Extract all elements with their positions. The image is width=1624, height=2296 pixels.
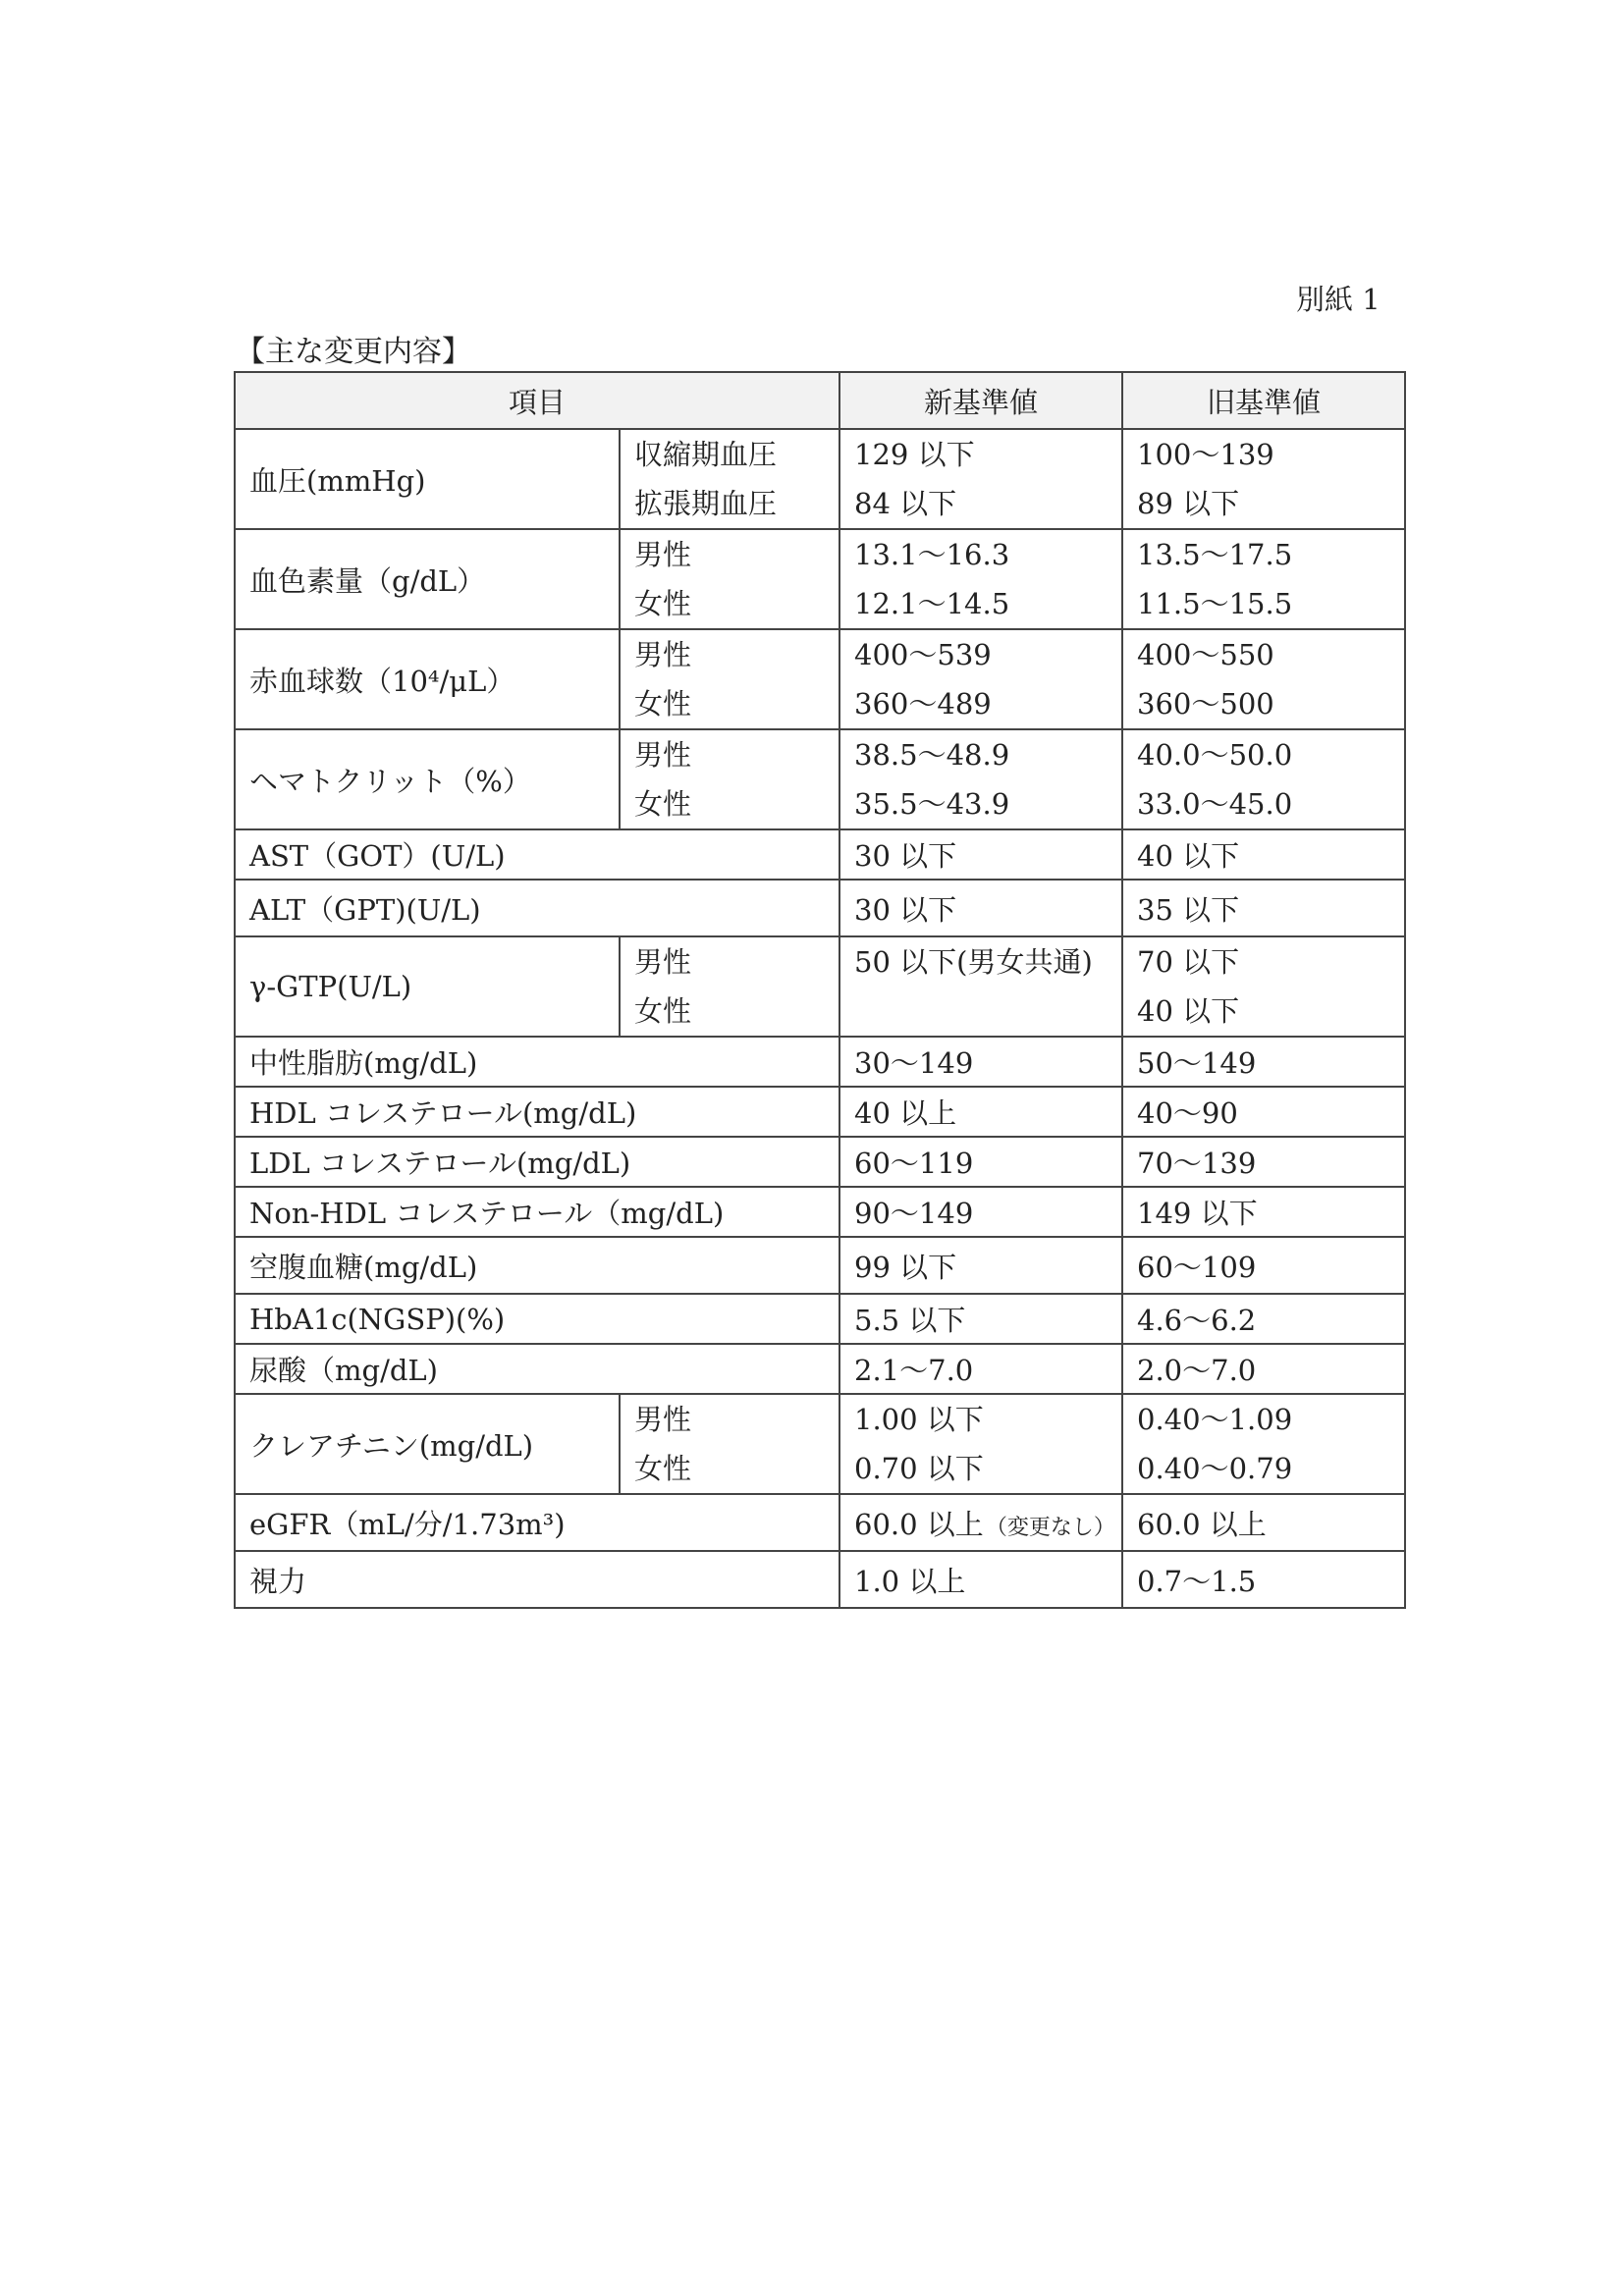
new-standard-cell (839, 1037, 1122, 1087)
criteria-body (235, 429, 1405, 1608)
old-standard-cell: 2.0～7.0 (1122, 1344, 1405, 1394)
sub-item-value: 男性 (634, 738, 692, 772)
item-name: eGFR（mL/分/1.73m³) (235, 1494, 839, 1551)
old-standard-value: 70 以下 (1137, 945, 1240, 979)
old-standard-cell (1122, 1394, 1405, 1494)
new-standard-cell (839, 429, 1122, 529)
new-standard-value: 2.1～7.0 (854, 1354, 974, 1387)
sub-item-cell (620, 529, 839, 629)
new-standard-value: 1.00 以下 (854, 1403, 984, 1436)
sub-item-cell (620, 936, 839, 1037)
new-standard-cell (839, 1087, 1122, 1137)
new-standard-value: 90～149 (854, 1197, 974, 1230)
old-standard-cell: 0.7～1.5 (1122, 1551, 1405, 1608)
new-standard-value: 38.5～48.9 (854, 738, 1010, 772)
sub-item-cell (620, 729, 839, 829)
item-name: 中性脂肪(mg/dL) (235, 1037, 839, 1087)
old-standard-value: 40 以下 (1137, 994, 1240, 1028)
item-name: クレアチニン(mg/dL) (235, 1394, 620, 1494)
new-standard-cell (839, 1394, 1122, 1494)
sub-item-value: 女性 (634, 787, 692, 821)
new-standard-value (854, 987, 1121, 1036)
item-name: Non-HDL コレステロール（mg/dL) (235, 1187, 839, 1237)
old-standard-value: 40.0～50.0 (1137, 738, 1293, 772)
new-standard-cell (839, 829, 1122, 880)
table-row (235, 936, 1405, 1037)
new-standard-value: 0.70 以下 (854, 1452, 984, 1485)
new-standard-value: 12.1～14.5 (854, 587, 1010, 620)
table-row (235, 1187, 1405, 1237)
sub-item-value: 男性 (634, 945, 692, 979)
sub-item-value: 男性 (634, 538, 692, 571)
sub-item-value: 女性 (634, 687, 692, 721)
item-name: ヘマトクリット（%） (235, 729, 620, 829)
sub-item-cell (620, 629, 839, 729)
item-name: 血色素量（g/dL） (235, 529, 620, 629)
sub-item-value: 収縮期血圧 (634, 438, 778, 471)
old-standard-cell (1122, 429, 1405, 529)
new-standard-value: 13.1～16.3 (854, 538, 1010, 571)
table-row (235, 1037, 1405, 1087)
old-standard-cell (1122, 529, 1405, 629)
new-standard-cell (839, 1344, 1122, 1394)
new-standard-value: 60～119 (854, 1147, 974, 1180)
sub-item-value: 女性 (634, 587, 692, 620)
table-row (235, 829, 1405, 880)
new-standard-value: 129 以下 (854, 438, 975, 471)
section-title: 【主な変更内容】 (236, 335, 471, 369)
new-standard-value: 30 以下 (854, 839, 957, 873)
old-standard-value: 13.5～17.5 (1137, 538, 1293, 571)
table-row (235, 1294, 1405, 1344)
old-standard-value: 33.0～45.0 (1137, 787, 1293, 821)
header-item: 項目 (235, 372, 839, 429)
old-standard-cell (1122, 729, 1405, 829)
sub-item-cell (620, 429, 839, 529)
new-standard-value: 400～539 (854, 638, 992, 671)
table-row (235, 880, 1405, 936)
old-standard-cell: 40 以下 (1122, 829, 1405, 880)
new-standard-value: 84 以下 (854, 487, 957, 520)
sub-item-value: 男性 (634, 1403, 692, 1436)
table-header-row (235, 372, 1405, 429)
table-row (235, 1494, 1405, 1551)
table-row (235, 1237, 1405, 1294)
old-standard-cell: 35 以下 (1122, 880, 1405, 936)
old-standard-cell (1122, 629, 1405, 729)
item-name: HbA1c(NGSP)(%) (235, 1294, 839, 1344)
table-row (235, 1137, 1405, 1187)
item-name: 赤血球数（10⁴/μL） (235, 629, 620, 729)
new-standard-cell (839, 1494, 1122, 1551)
old-standard-cell: 40～90 (1122, 1087, 1405, 1137)
old-standard-cell: 50～149 (1122, 1037, 1405, 1087)
attachment-label: 別紙 1 (1296, 283, 1380, 316)
table-row (235, 429, 1405, 529)
old-standard-value: 100～139 (1137, 438, 1274, 471)
item-name: 視力 (235, 1551, 839, 1608)
item-name: 尿酸（mg/dL) (235, 1344, 839, 1394)
table-row (235, 1087, 1405, 1137)
old-standard-cell: 4.6～6.2 (1122, 1294, 1405, 1344)
new-standard-value: 35.5～43.9 (854, 787, 1010, 821)
sub-item-value: 拡張期血圧 (634, 487, 778, 520)
table-row (235, 729, 1405, 829)
table-row (235, 529, 1405, 629)
old-standard-cell: 60.0 以上 (1122, 1494, 1405, 1551)
new-standard-cell (839, 529, 1122, 629)
new-standard-value: 1.0 以上 (854, 1564, 966, 1598)
new-standard-value: 360～489 (854, 687, 992, 721)
criteria-table (234, 371, 1406, 1609)
new-standard-cell (839, 1551, 1122, 1608)
table-row (235, 1344, 1405, 1394)
new-standard-cell (839, 1294, 1122, 1344)
old-standard-value: 360～500 (1137, 687, 1274, 721)
unchanged-note: （変更なし） (985, 1515, 1115, 1540)
sub-item-value: 女性 (634, 1452, 692, 1485)
old-standard-value: 0.40～0.79 (1137, 1452, 1293, 1485)
item-name: ALT（GPT)(U/L) (235, 880, 839, 936)
old-standard-cell: 149 以下 (1122, 1187, 1405, 1237)
sub-item-cell (620, 1394, 839, 1494)
item-name: 血圧(mmHg) (235, 429, 620, 529)
item-name: LDL コレステロール(mg/dL) (235, 1137, 839, 1187)
new-standard-cell (839, 1137, 1122, 1187)
new-standard-cell (839, 1187, 1122, 1237)
table-row (235, 1551, 1405, 1608)
item-name: AST（GOT）(U/L) (235, 829, 839, 880)
new-standard-value: 30～149 (854, 1046, 974, 1080)
new-standard-value: 50 以下(男女共通) (854, 945, 1093, 979)
header-old-standard: 旧基準値 (1122, 372, 1405, 429)
new-standard-cell (839, 880, 1122, 936)
new-standard-cell (839, 936, 1122, 1037)
old-standard-value: 400～550 (1137, 638, 1274, 671)
old-standard-value: 89 以下 (1137, 487, 1240, 520)
item-name: HDL コレステロール(mg/dL) (235, 1087, 839, 1137)
new-standard-cell (839, 729, 1122, 829)
old-standard-value: 0.40～1.09 (1137, 1403, 1293, 1436)
old-standard-cell: 60～109 (1122, 1237, 1405, 1294)
new-standard-value: 5.5 以下 (854, 1304, 966, 1337)
old-standard-cell (1122, 936, 1405, 1037)
new-standard-value: 40 以上 (854, 1096, 957, 1130)
new-standard-value: 99 以下 (854, 1250, 957, 1284)
item-name: 空腹血糖(mg/dL) (235, 1237, 839, 1294)
new-standard-value: 60.0 以上 (854, 1507, 984, 1541)
new-standard-value: 30 以下 (854, 892, 957, 927)
new-standard-cell (839, 1237, 1122, 1294)
header-new-standard: 新基準値 (839, 372, 1122, 429)
old-standard-value: 11.5～15.5 (1137, 587, 1293, 620)
item-name: γ-GTP(U/L) (235, 936, 620, 1037)
old-standard-cell: 70～139 (1122, 1137, 1405, 1187)
new-standard-cell (839, 629, 1122, 729)
table-row (235, 629, 1405, 729)
table-row (235, 1394, 1405, 1494)
sub-item-value: 女性 (634, 994, 692, 1028)
sub-item-value: 男性 (634, 638, 692, 671)
